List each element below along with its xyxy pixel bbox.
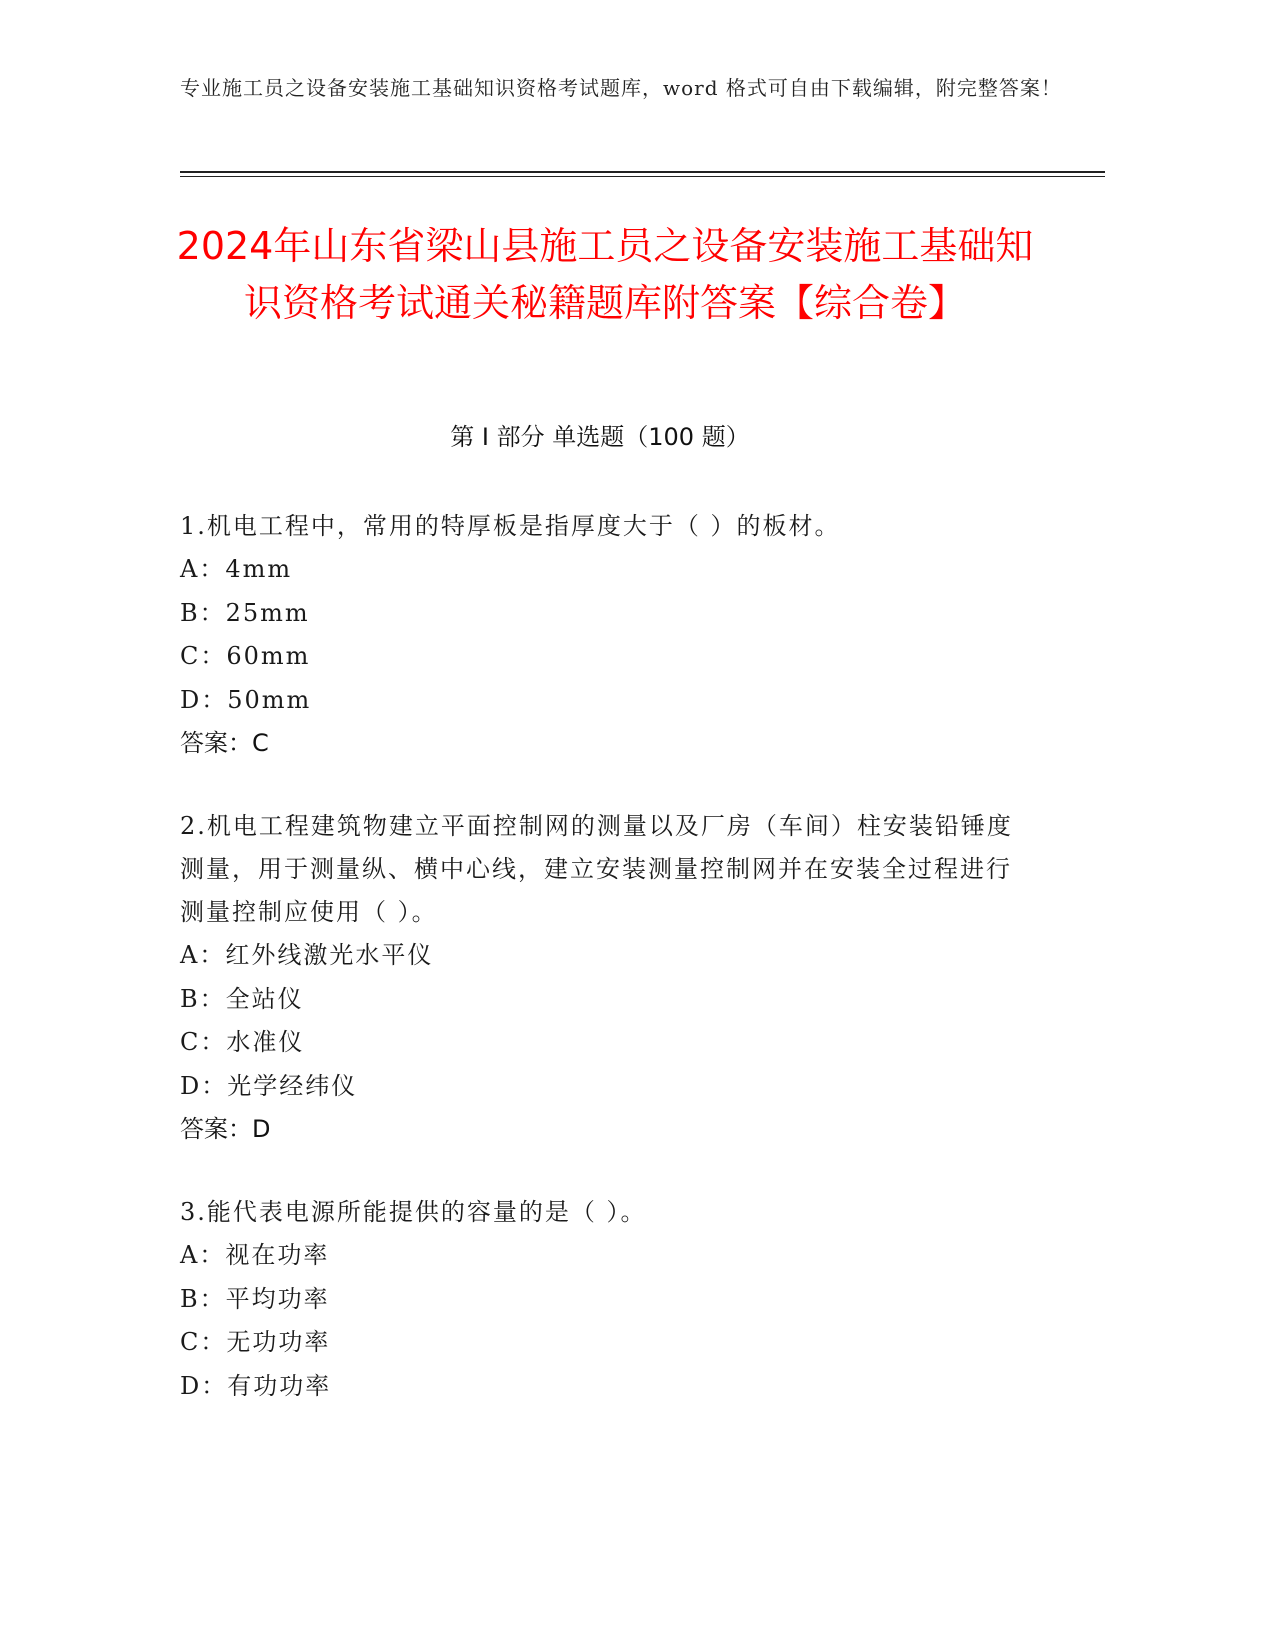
option-c: C：无功功率 — [180, 1328, 331, 1356]
question-1 — [180, 505, 1030, 765]
option-d: D：光学经纬仪 — [180, 1071, 358, 1100]
answer: 答案：C — [180, 729, 269, 757]
option-b: B：全站仪 — [180, 984, 304, 1013]
option-d: D：有功功率 — [180, 1371, 332, 1400]
header-note: 专业施工员之设备安装施工基础知识资格考试题库，word 格式可自由下载编辑，附完整答案！ — [180, 76, 1062, 100]
document-title: 2024年山东省梁山县施工员之设备安装施工基础知识资格考试通关秘籍题库附答案【综合卷】 — [176, 224, 1034, 325]
answer: 答案：D — [180, 1115, 271, 1143]
option-a: A：红外线激光水平仪 — [180, 941, 434, 969]
question-3 — [180, 1191, 1030, 1408]
header-rule-thin — [180, 176, 1105, 177]
option-a: A：4mm — [180, 555, 293, 583]
option-b: B：25mm — [180, 598, 310, 627]
question-stem: 1.机电工程中，常用的特厚板是指厚度大于（ ）的板材。 — [180, 512, 841, 540]
question-list — [180, 505, 1030, 1448]
header-rule-thick — [180, 171, 1105, 173]
option-c: C：水准仪 — [180, 1028, 305, 1056]
question-2 — [180, 805, 1030, 1151]
question-stem: 2.机电工程建筑物建立平面控制网的测量以及厂房（车间）柱安装铅锤度测量，用于测量纵、横中心线，建立安装测量控制网并在安装全过程进行测量控制应使用（ ）。 — [180, 812, 1013, 926]
question-stem: 3.能代表电源所能提供的容量的是（ ）。 — [180, 1198, 647, 1226]
option-b: B：平均功率 — [180, 1284, 330, 1313]
option-a: A：视在功率 — [180, 1241, 330, 1269]
option-c: C：60mm — [180, 642, 311, 670]
option-d: D：50mm — [180, 685, 312, 714]
section-title: 第 I 部分 单选题（100 题） — [450, 423, 750, 451]
